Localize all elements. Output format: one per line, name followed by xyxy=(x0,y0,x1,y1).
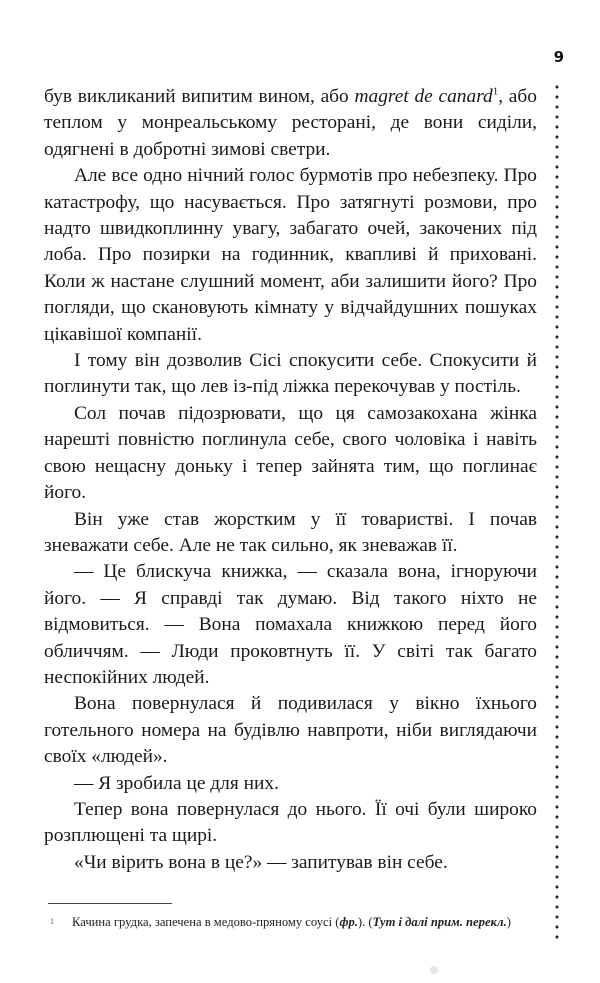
paragraph xyxy=(44,850,537,876)
paragraph xyxy=(44,771,537,797)
italic-text: Тут і далі прим. перекл. xyxy=(372,915,507,929)
text-run: Вона повернулася й подивилася у вікно їхнього готельного номера на будівлю навпроти, ніби виглядаючи своїх «людей». xyxy=(44,693,537,768)
text-run: — Це блискуча книжка, — сказала вона, ігноруючи його. — Я справді так думаю. Від такого ніхто не відмовиться. — Вона помахала книжкою перед його обличчям. — Люди проковтнуть її. У світі так багато неспокійних людей. xyxy=(44,561,537,688)
text-run: Сол почав підозрювати, що ця самозакохана жінка нарешті повністю поглинула себе, свого чоловіка і навіть свою нещасну доньку і тепер зайнята тим, що поглинає його. xyxy=(44,402,537,504)
text-run: Але все одно нічний голос бурмотів про небезпеку. Про катастрофу, що насувається. Про затягнуті розмови, про надто швидкоплинну увагу, забагато очей, закочених під лоба. Про позирки на годинник, квапливі й приховані. Коли ж настане слушний момент, аби залишити його? Про погляди, що скановують кімнату у відчайдушних пошуках цікавішої компанії. xyxy=(44,165,537,345)
text-run: І тому він дозволив Сісі спокусити себе. Спокусити й поглинути так, що лев із-під ліжка перекочував у постіль. xyxy=(44,350,537,398)
paragraph xyxy=(44,348,537,401)
text-run: «Чи вірить вона в це?» — запитував він себе. xyxy=(74,851,448,873)
italic-text: фр. xyxy=(339,915,358,929)
text-run: Тепер вона повернулася до нього. Її очі були широко розплющені та щирі. xyxy=(44,798,537,847)
text-run: — Я зробила це для них. xyxy=(74,772,279,794)
paragraph xyxy=(44,163,537,348)
paragraph xyxy=(44,559,537,691)
body-text xyxy=(44,84,537,876)
text-run: Він уже став жорстким у її товаристві. І почав зневажати себе. Але не так сильно, як зневажав її. xyxy=(44,508,537,556)
page-number: 9 xyxy=(553,48,564,66)
footnote xyxy=(50,914,540,930)
scan-mark xyxy=(430,966,438,974)
paragraph xyxy=(44,797,537,850)
text-run: був викликаний випитим вином, або xyxy=(44,86,355,107)
paragraph xyxy=(44,507,537,560)
paragraph xyxy=(44,84,537,163)
text-run: , або теплом у монреальському ресторані, де вони сиділи, одягнені в добротні зимові светри. xyxy=(44,86,537,160)
text-run: Качина грудка, запечена в медово-пряному соусі ( xyxy=(72,915,340,929)
footnote-divider xyxy=(48,903,172,904)
dotted-margin-rule xyxy=(554,82,560,940)
italic-text: magret de canard xyxy=(354,86,493,107)
text-run: ). ( xyxy=(357,915,373,929)
paragraph xyxy=(44,401,537,507)
text-run: ) xyxy=(506,915,511,929)
footnote-reference: 1 xyxy=(492,85,499,98)
footnote-marker: 1 xyxy=(50,917,54,926)
paragraph xyxy=(44,691,537,770)
